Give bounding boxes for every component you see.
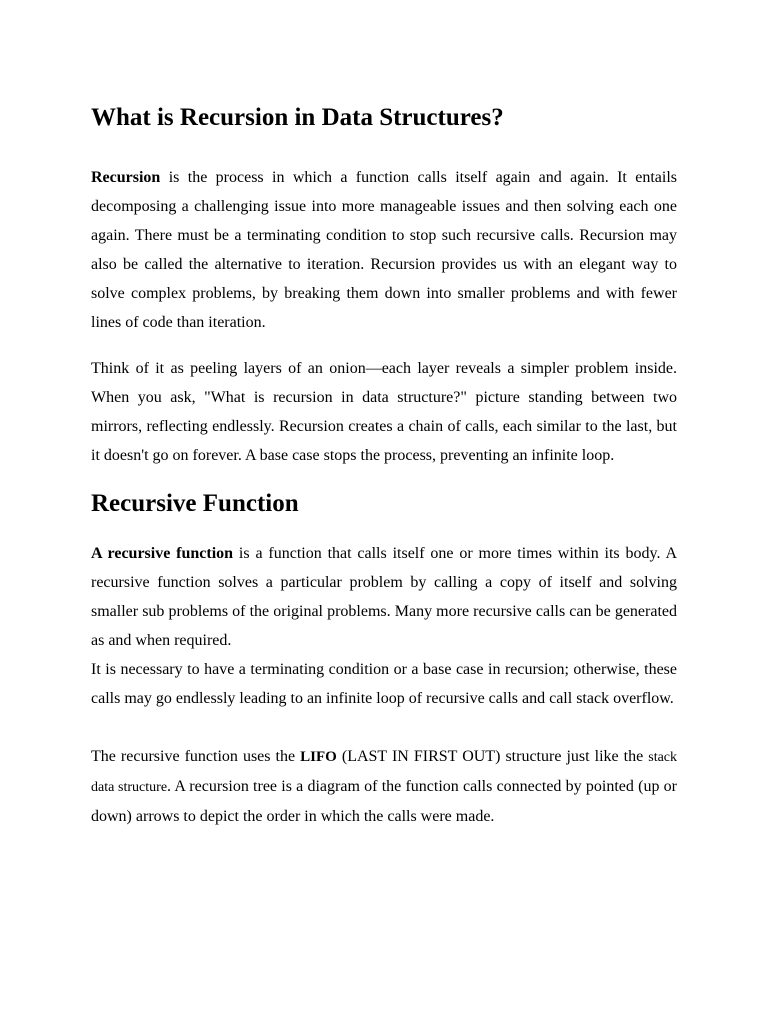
page-title: What is Recursion in Data Structures? [91,104,504,131]
recursive-function-paragraph-text: is a function that calls itself one or more times within its body. A recursive function solves a particular problem by calling a copy of itself and solving smaller sub problems of the original problems. Many more recursive calls can be generated as and when required. [91,545,677,649]
intro-paragraph [91,163,677,337]
recursion-term: Recursion [91,169,161,186]
recursive-function-term: A recursive function [91,545,234,562]
intro-paragraph-text: is the process in which a function calls itself again and again. It entails decomposing a challenging issue into more manageable issues and then solving each one again. There must be a terminating condition to stop such recursive calls. Recursion may also be called the alternative to iteration. Recursion provides us with an elegant way to solve complex problems, by breaking them down into smaller problems and with fewer lines of code than iteration. [91,169,677,331]
lifo-paragraph-middle: (LAST IN FIRST OUT) structure just like the [336,748,649,765]
lifo-paragraph-before: The recursive function uses the [91,748,301,765]
stack-data-structure-term: stack data structure [91,750,678,795]
lifo-paragraph-after: . A recursion tree is a diagram of the function calls connected by pointed (up or down) arrows to depict the order in which the calls were made. [91,778,677,825]
section-heading-recursive-function: Recursive Function [91,490,299,517]
onion-analogy-paragraph: Think of it as peeling layers of an onion—each layer reveals a simpler problem inside. When you ask, "What is recursion in data structure?" picture standing between two mirrors, reflecting endlessly. Recursion creates a chain of calls, each similar to the last, but it doesn't go on forever. A base case stops the process, preventing an infinite loop. [91,360,677,464]
recursive-function-paragraph [91,539,677,655]
lifo-paragraph [91,742,677,831]
lifo-term: LIFO [300,749,337,765]
base-case-paragraph: It is necessary to have a terminating condition or a base case in recursion; otherwise, these calls may go endlessly leading to an infinite loop of recursive calls and call stack overflow. [91,661,677,707]
